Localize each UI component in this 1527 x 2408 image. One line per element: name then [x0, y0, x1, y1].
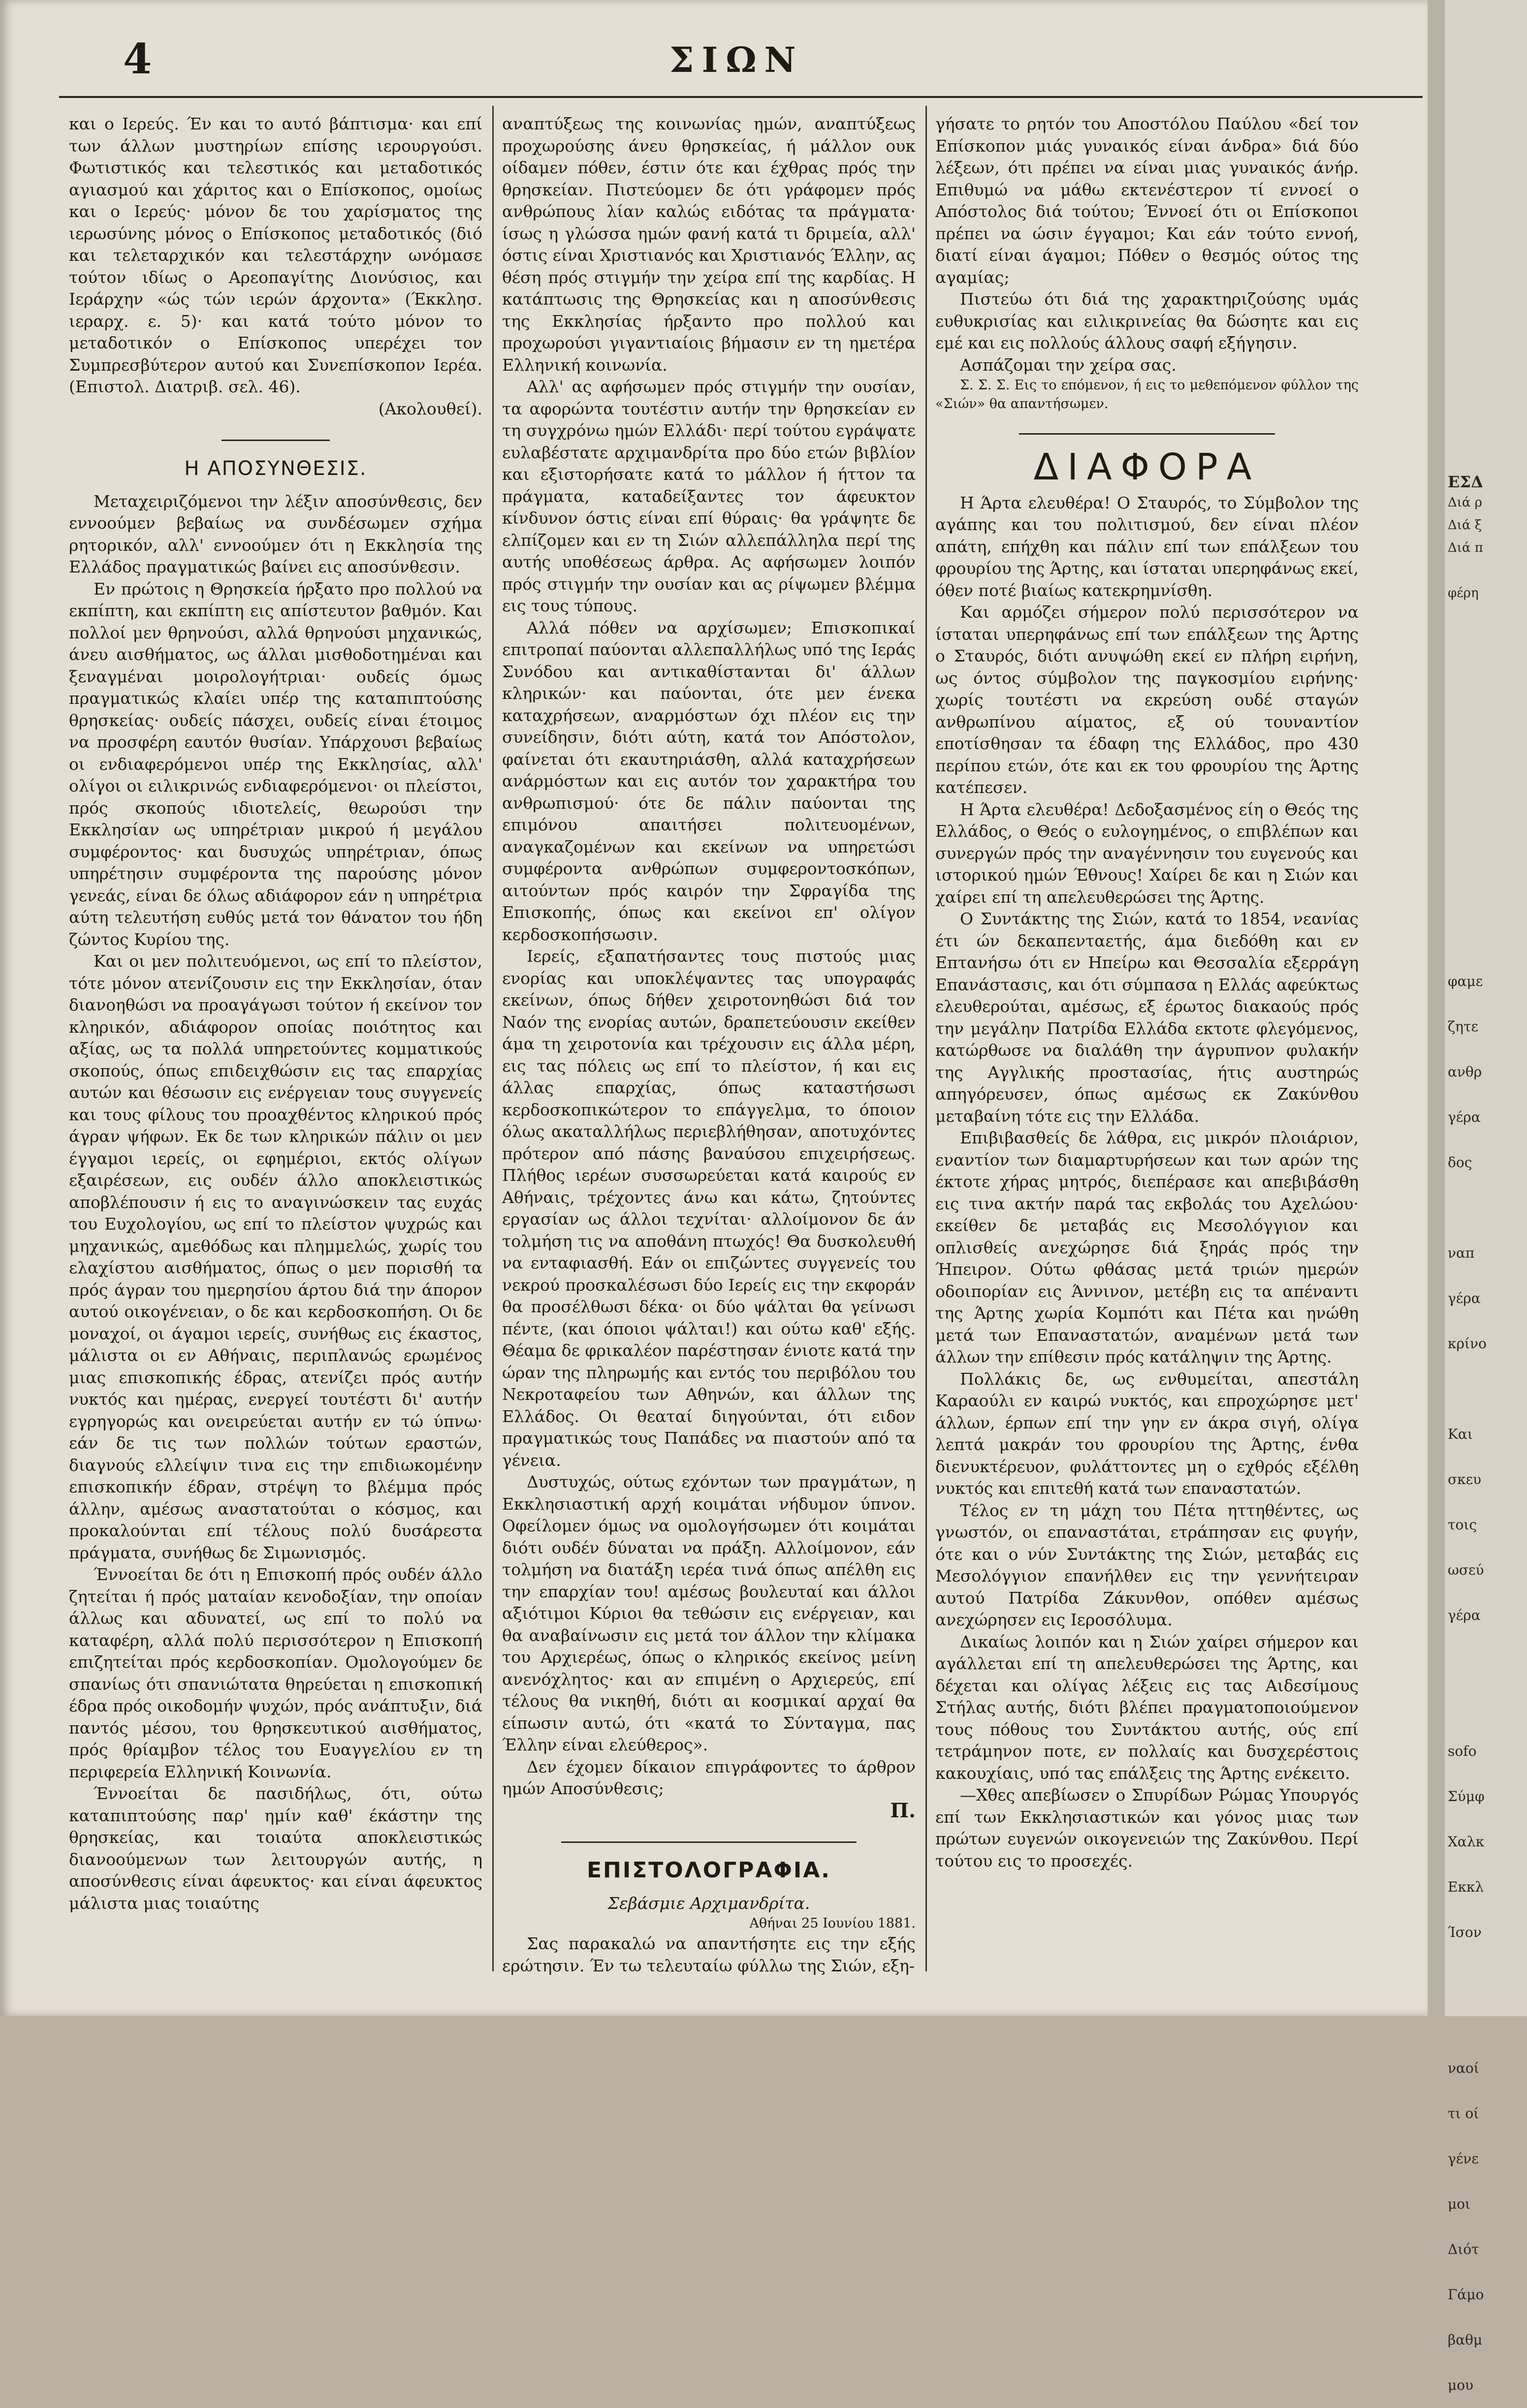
article-text: Πιστεύω ότι διά της χαρακτηριζούσης υμάς ευθυκρισίας και ειλικρινείας θα δώσητε και εις εμέ και εις πολλούς άλλους σαφή εξήγησιν.: [935, 289, 1359, 352]
adjacent-fragment: Χαλκ: [1448, 1834, 1485, 1850]
dateline: Αθήναι 25 Ιουνίου 1881.: [749, 1916, 916, 1931]
article-text: Τέλος εν τη μάχη του Πέτα ηττηθέντες, ως γνωστόν, οι επαναστάται, ετράπησαν εις φυγήν, ότε και ο νύν Συντάκτης της Σιών, μεταβάς εις Μεσολόγγιον επανήλθεν εις την γεννήτειραν αυτού Πατρίδα Ζάκυνθον, οπόθεν αμέσως ανεχώρησεν εις Ιεροσόλυμα.: [935, 1500, 1359, 1629]
author-signature: Π.: [890, 1799, 916, 1822]
adjacent-small-lines: [1448, 491, 1527, 604]
adjacent-fragment: φέρη: [1448, 586, 1479, 601]
article-text: Έννοείται δε ότι η Επισκοπή πρός ουδέν άλλο ζητείται ή πρός ματαίαν κενοδοξίαν, την οποίαν άλλως και αδυνατεί, ως επί το πολύ να καταφέρη, αλλά πολύ περισσότερον η Επισκοπή επιζητείται πρός κερδοσκοπίαν. Ομολογούμεν δε σπανίως ότι σπανιώτατα θηρεύεται η επισκοπική έδρα πρός οικοδομήν ψυχών, πρός ανάπτυξιν, διά παντός μέσου, του θρησκευτικού αισθήματος, πρός θρίαμβον τέλος του Ευαγγελίου εν τη περιφερεία Ελληνική Κοινωνία.: [69, 1565, 482, 1781]
adjacent-fragment: Και: [1448, 1426, 1473, 1442]
adjacent-fragment: σκευ: [1448, 1471, 1482, 1488]
adjacent-fragment: κρίνο: [1448, 1335, 1487, 1352]
article-text: Αλλ' ας αφήσωμεν πρός στιγμήν την ουσίαν, τα αφορώντα τουτέστιν αυτήν την θρησκείαν εν τη συγχρόνω ημών Ελλάδι· περί τούτου εγράψατε ευλαβέστατε αρχιμανδρίτα προ δύο ετών βιβλίον και εξιστορήσατε κατά το μάλλον ή ήττον τα πράγματα, καταδείξαντες τον άφευκτον κίνδυνον όστις είναι επί θύραις· θα γράψητε δε ελπίζομεν και εν τη Σιών αλλεπάλληλα περί της αυτής υποθέσεως άρθρα. Ας αφήσωμεν λοιπόν πρός στιγμήν την ουσίαν και ας ρίψωμεν βλέμμα εις τους τύπους.: [502, 377, 916, 615]
adjacent-fragment: Σύμφ: [1448, 1788, 1485, 1805]
adjacent-page-edge: [1445, 0, 1527, 2393]
header-rule: [59, 96, 1423, 98]
adjacent-fragment: γένε: [1448, 2151, 1479, 2167]
article-text: Δικαίως λοιπόν και η Σιών χαίρει σήμερον και αγάλλεται επί τη απελευθερώσει της Άρτης, και δέχεται και ολίγας λέξεις εις τας Αιδεσίμους Στήλας αυτής, διότι βλέπει πραγματοποιούμενον τους πόθους του Συντάκτου αυτής, ούς επί τετράμηνον ποτε, εν πολλαίς και δυσχερέστοις κακουχίαις, υπό τας επάλξεις της Άρτης ενέκειτο.: [935, 1632, 1359, 1783]
article-text: Αλλά πόθεν να αρχίσωμεν; Επισκοπικαί επιτροπαί παύονται αλλεπαλλήλως υπό της Ιεράς Συνόδου και αντικαθίστανται δι' άλλων κληρικών· και παύονται, ότε μεν ένεκα καταχρήσεων, αναρμόστων όχι πλέον εις την συνείδησιν, διότι αύτη, κατά τον Απόστολον, φαίνεται ότι εκαυτηριάσθη, αλλά καταχρήσεων ανάρμόστων και εις αυτόν τον χαρακτήρα του ανθρωπισμού· ότε δε πάλιν παύονται της επιμόνου απαιτήσει πολιτευομένων, αναγκαζομένων και εκείνων να υπηρετώσι συμφέροντα ανθρώπων συμφεροντοσκόπων, αιτούντων πρός καιρόν την Σφραγίδα της Επισκοπής, όπως και εκείνοι επ' ολίγον κερδοσκοπήσωσιν.: [502, 618, 916, 944]
newspaper-title: ΣΙΩΝ: [669, 39, 804, 80]
adjacent-fragment: Ίσον: [1448, 1924, 1482, 1940]
adjacent-fragment: δος: [1448, 1154, 1472, 1171]
section-divider: [1019, 433, 1275, 435]
adjacent-fragment: φαμε: [1448, 973, 1483, 989]
adjacent-fragment: μου: [1448, 2377, 1474, 2393]
page-number: 4: [123, 34, 152, 83]
article-text: Και αρμόζει σήμερον πολύ περισσότερον να ίσταται υπερηφάνως επί των επάλξεων της Άρτης ο Σταυρός, διότι ανυψώθη εκεί εν πλήρη ειρήνη, ως όντος σύμβολον της παγκοσμίου ειρήνης· χωρίς τουτέστι να εκρεύση ουδέ σταγών ανθρωπίνου αίματος, εξ ού τουναντίον εποτίσθησαν τα έδαφη της Ελλάδος, προ 430 περίπου ετών, ότε και εκ του φρουρίου της Άρτης κατέπεσεν.: [935, 602, 1359, 797]
adjacent-fragment: Διότ: [1448, 2241, 1479, 2257]
adjacent-heading: ΕΣΔ: [1448, 473, 1483, 491]
adjacent-fragment: [1448, 1683, 1527, 1729]
article-text: αναπτύξεως της κοινωνίας ημών, αναπτύξεως προχωρούσης άνευ θρησκείας, ή μάλλον ουκ οίδαμεν πόθεν, έστιν ότε και έχθρας πρός την θρησκείαν. Πιστεύομεν δε ότι γράφομεν πρός ανθρώπους λίαν καλώς ειδότας τα πράγματα· ίσως η γλώσσα ημών φανή κατά τι δριμεία, αλλ' όστις είναι Χριστιανός και Χριστιανός Έλλην, ας θέση πρός στιγμήν την χείρα επί της καρδίας. Η κατάπτωσις της Θρησκείας και η αποσύνθεσις της Εκκλησίας ήρξαντο προ πολλού και προχωρούσι γιγαντιαίοις βήμασιν εν τη ημετέρα Ελληνική κοινωνία.: [502, 114, 916, 375]
article-text: Σας παρακαλώ να απαντήσητε εις την εξής ερώτησιν. Έν τω τελευταίω φύλλω της Σιών, εξη-: [502, 1934, 916, 1975]
adjacent-fragment: γέρα: [1448, 1607, 1481, 1623]
adjacent-fragment: βαθμ: [1448, 2332, 1483, 2348]
adjacent-fragment: Εκκλ: [1448, 1879, 1484, 1895]
closing-line: Ασπάζομαι την χείρα σας.: [960, 355, 1177, 375]
adjacent-fragment: Γάμο: [1448, 2286, 1484, 2303]
adjacent-fragment: [1448, 1638, 1527, 1683]
article-text: Επιβιβασθείς δε λάθρα, εις μικρόν πλοιάριον, εναντίον των διαμαρτυρήσεων και των αρών της έκτοτε χήρας μητρός, διεπέρασε και απεβιβάσθη εις τινα ακτήν παρά τας εκβολάς του Αχελώου· εκείθεν δε μεταβάς εις Μεσολόγγιον και οπλισθείς ανεχώρησε διά ξηράς πρός την Ήπειρον. Ούτω φθάσας μετά τριών ημερών οδοιπορίαν εις Άννινον, μετέβη εις τα απέναντι της Άρτης χωρία Κομπότι και Πέτα και ηνώθη μετά των Επαναστατών, αναμένων μετά των άλλων την επίθεσιν πρός κατάληψιν της Άρτης.: [935, 1128, 1359, 1366]
adjacent-fragment: γέρα: [1448, 1109, 1481, 1125]
adjacent-fragment: sofo: [1448, 1743, 1477, 1759]
adjacent-fragment: Διά π: [1448, 540, 1483, 555]
adjacent-fragment: [1448, 559, 1527, 582]
article-text: Πολλάκις δε, ως ενθυμείται, απεστάλη Καραούλι εν καιρώ νυκτός, και επροχώρησε μετ' άλλων, έρπων επί την γην εν άκρα σιγή, ολίγα λεπτά μακράν του φρουρίου της Άρτης, ένθα διενυκτέρευον, φυλάττοντες μη ο εχθρός εξέλθη νυκτός και επιτεθή κατά των επαναστατών.: [935, 1369, 1359, 1498]
adjacent-fragment: ανθρ: [1448, 1064, 1482, 1080]
adjacent-fragment: ναπ: [1448, 1245, 1475, 1261]
adjacent-fragment: γέρα: [1448, 1290, 1481, 1306]
salutation: Σεβάσμιε Αρχιμανδρίτα.: [607, 1893, 810, 1913]
editor-note: Σ. Σ. Σ. Εις το επόμενον, ή εις το μεθεπόμενον φύλλον της «Σιών» θα απαντήσωμεν.: [935, 378, 1359, 412]
article-text: Έννοείται δε πασιδήλως, ότι, ούτω καταπιπτούσης παρ' ημίν καθ' έκάστην της θρησκείας, και τοιαύτα αποκλειστικώς διανοούμενων των λειτουργών αυτής, η αποσύνθεσις είναι άφευκτος· και είναι άφευκτος μάλιστα μιας τοιαύτης: [69, 1784, 482, 1913]
article-text: —Χθες απεβίωσεν ο Σπυρίδων Ρώμας Υπουργός επί των Εκκλησιαστικών και γόνος μιας των πρώτων ευγενών οικογενειών της Ζακύνθου. Περί τούτου εις το προσεχές.: [935, 1785, 1359, 1870]
article-text: Η Άρτα ελευθέρα! Δεδοξασμένος είη ο Θεός της Ελλάδος, ο Θεός ο ευλογημένος, ο επιβλέπων και συνεργών πρός την αναγέννησιν του ευγενούς και ιστορικού ημών Έθνους! Χαίρει δε και η Σιών και χαίρει επί τη απελευθερώσει της Άρτης.: [935, 799, 1359, 907]
adjacent-fragment: ναοί: [1448, 2060, 1479, 2076]
article-text: Ιερείς, εξαπατήσαντες τους πιστούς μιας ενορίας και υποκλέψαντες τας υπογραφάς εκείνων, όπως δήθεν χειροτονηθώσι διά τον Ναόν της ενορίας αυτών, δραπετεύουσιν εκείθεν άμα τη χειροτονία και τρέχουσιν εις άλλα μέρη, εις τας πόλεις ως επί το πλείστον, ή και εις άλλας επαρχίας, όπως καταστήσωσι κερδοσκοπικώτερον το επάγγελμα, το όποιον όλως ακαταλλήλως περιεβλήθησαν, αποτυχόντες πρότερον από πάσης βαναύσου επιχειρήσεως. Πλήθος ιερέων συσσωρεύεται κατά καιρούς εν Αθήναις, τρέχοντες άνω και κάτω, ζητούντες εργασίαν ως άλλοι τεχνίται· αλλοίμονον δε άν τολμήση τις να αποθάνη πτωχός! Θα δυσκολευθή να ενταφιασθή. Εάν οι επιζώντες συγγενείς του νεκρού προσκαλέσωσι δύο Ιερείς εις την εκφοράν θα προσέλθωσι δέκα· οι δύο ψάλται θα γείνωσι πέντε, (και όποιοι ψάλται!) και ούτω καθ' εξής. Θέαμα δε φρικαλέον παρέστησαν ένιοτε κατά την ώραν της πληρωμής και εντός του περιβόλου του Νεκροταφείου των Αθηνών, και άλλων της Ελλάδος. Οι θεαταί διηγούνται, ότι ειδον πραγματικώς τους Παπάδες να πιαστούν από τα γένεια.: [502, 947, 916, 1470]
article-text: Δυστυχώς, ούτως εχόντων των πραγμάτων, η Εκκλησιαστική αρχή κοιμάται νήδυμον ύπνον. Οφείλομεν όμως να ομολογήσωμεν ότι κοιμάται διότι ουδέν δύναται να πράξη. Αλλοίμονον, εάν τολμήση να διατάξη ιερέα τινά όπως απέλθη εις την επαρχίαν του! αμέσως βουλευταί και άλλοι αξιότιμοι Κύριοι θα τεθώσιν εις ενέργειαν, και θα αναβαίνωσιν εις μετά τον άλλον την κλίμακα του Αρχιερέως, όπως ο κληρικός εκείνος μείνη ανενόχλητος· και αν επιμένη ο Αρχιερεύς, επί τέλους θα νικηθή, διότι αι κοσμικαί αρχαί θα είπωσιν αυτώ, ότι «κατά το Σύνταγμα, πας Έλλην είναι ελεύθερος».: [502, 1472, 916, 1754]
adjacent-fragment: [1448, 2000, 1527, 2046]
adjacent-fragment: τι οί: [1448, 2105, 1479, 2122]
section-title: ΕΠΙΣΤΟΛΟΓΡΑΦΙΑ.: [586, 1858, 831, 1883]
adjacent-fragment: μοι: [1448, 2196, 1471, 2212]
article-text: και ο Ιερεύς. Έν και το αυτό βάπτισμα· και επί των άλλων μυστηρίων επίσης ιερουργούσι. Φωτιστικός και τελεστικός και μεταδοτικός αγιασμού και χάριτος και ο Επίσκοπος, ομοίως και ο Ιερεύς· μόνον δε του χαρίσματος της ιερωσύνης μόνος ο Επίσκοπος μεταδοτικός (διό και τελεταρχικόν και τελεστάρχην ωνόμασε τούτον ιδίως ο Αρεοπαγίτης Διονύσιος, και Ιεράρχην «ώς τών ιερών άρχοντα» (Έκκλησ. ιεραρχ. ε. 5)· και κατά τούτο μόνον το μεταδοτικόν ο Επίσκοπος υπερέχει τον Συμπρεσβύτερον αυτού και Συνεπίσκοπον Ιερέα. (Επιστολ. Διατριβ. σελ. 46).: [69, 114, 482, 396]
adjacent-fragment: Διά ξ: [1448, 518, 1482, 533]
adjacent-fragment: [1448, 1185, 1527, 1231]
article-text: Μεταχειριζόμενοι την λέξιν αποσύνθεσις, δεν εννοούμεν βεβαίως να συνδέσωμεν σχήμα ρητορικόν, αλλ' εννοούμεν ότι η Εκκλησία της Ελλάδος πραγματικώς βαίνει εις αποσύνθεσιν.: [69, 491, 482, 576]
column-3: [935, 113, 1359, 1872]
article-text: Και οι μεν πολιτευόμενοι, ως επί το πλείστον, τότε μόνον ατενίζουσιν εις την Εκκλησίαν, όταν διανοηθώσι να προαγάγωσι τούτον ή εκείνον τον κληρικόν, αδιάφορον οποίας ποιότητος και αξίας, ως τα πολλά υπηρετούντες κομματικούς σκοπούς, όπως επιδειχθώσιν εις τας επαρχίας αυτών και θέσωσιν εις ενέργειαν τους συγγενείς και τους φίλους του προαχθέντος κληρικού πρός άγραν ψήφων. Εκ δε των κληρικών πάλιν οι μεν έγγαμοι ιερείς, οι εφημέριοι, εκτός ολίγων εξαιρέσεων, εις ουδέν άλλο αποκλειστικώς αποβλέπουσιν ή εις το αναγινώσκειν τας ευχάς του Ευχολογίου, ως επί το πλείστον ψυχρώς και μηχανικώς, αμεθόδως και πλημμελώς, χωρίς του ελαχίστου αισθήματος, όπως ο μεν πορισθή τα πρός άγραν του ημερησίου άρτου διά την άπορον αυτού οικογένειαν, ο δε και κερδοσκοπήση. Οι δε μοναχοί, οι άγαμοι ιερείς, συνήθως εις έκαστος, μάλιστα οι εν Αθήναις, περιπλανώς ερωμένος μιας επισκοπικής έδρας, ατενίζει πρός αυτήν νυκτός και ημέρας, ενεργεί τουτέστι δι' αυτήν εγρηγορώς και ονειρεύεται αυτήν εν τώ ύπνω· εάν δε τις των πολλών τούτων εραστών, διαγνούς ελλείψιν τινα εις την επιδιωκομένην επισκοπικήν έδραν, στρέψη το βλέμμα πρός άλλην, αμέσως αναστατούται ο κόσμος, και προκαλούνται επί τέλους πολύ δυσάρεστα πράγματα, συνήθως δε Σιμωνισμός.: [69, 951, 482, 1562]
column-divider: [925, 106, 927, 1971]
column-divider: [492, 106, 494, 1971]
adjacent-fragment: Διά ρ: [1448, 495, 1483, 510]
adjacent-fragment: [1448, 1955, 1527, 2000]
section-title: ΔΙΑΦΟΡΑ: [1033, 446, 1261, 488]
article-text: Εν πρώτοις η Θρησκεία ήρξατο προ πολλού να εκπίπτη, και εκπίπτη εις απίστευτον βαθμόν. Και πολλοί μεν θρηνούσι, αλλά θρηνούσι μηχανικώς, άνευ αισθήματος, ως άλλαι μισθοδοτημέναι και ξεναγμέναι μοιρολογήτριαι· ουδείς όμως πραγματικώς κλαίει υπέρ της καταπιπτούσης θρησκείας· ουδείς πάσχει, ουδείς είναι έτοιμος να προσφέρη εαυτόν θυσίαν. Υπάρχουσι βεβαίως οι ενδιαφερόμενοι υπέρ της Εκκλησίας, αλλ' ολίγοι οι ειλικρινώς ενδιαφερόμενοι· οι πλείστοι, πρός σκοπούς ιδιοτελείς, θεωρούσι την Εκκλησίαν ως υπηρέτριαν μικρού ή μεγάλου συμφέροντος· και δυσυχώς υπηρέτριαν, όπως υπηρέτησιν συμφέροντα της παρούσης μόνον γενεάς, είναι δε όλως αδιάφορον εάν η υπηρέτρια αύτη τελευτήση ευθύς μετά τον θάνατον του ήδη ζώντος Κυρίου της.: [69, 579, 482, 949]
column-2: [502, 113, 916, 1977]
section-divider: [222, 440, 330, 441]
adjacent-fragment: [1448, 1366, 1527, 1412]
adjacent-fragment: τοις: [1448, 1517, 1477, 1533]
adjacent-fragment: ζητε: [1448, 1018, 1478, 1035]
adjacent-text-fragments: [1448, 959, 1527, 2408]
section-title: Η ΑΠΟΣΥΝΘΕΣΙΣ.: [184, 457, 367, 480]
article-text: Ο Συντάκτης της Σιών, κατά το 1854, νεανίας έτι ών δεκαπενταετής, άμα διεδόθη και εν Επτανήσω ότι εν Ηπείρω και Θεσσαλία εξερράγη Επανάστασις, και ότι σύμπασα η Ελλάς αφεύκτως ελευθερούται, αμέσως, εξ έρωτος διακαούς πρός την μεγάλην Πατρίδα Ελλάδα εκτοτε φλεγόμενος, κατώρθωσε να διαλάθη την άγρυπνον φυλακήν της Αγγλικής προστασίας, ήτις αυστηρώς απηγόρευσεν, όπως αμέσως εκ Ζακύνθου μεταβαίνη τότε εις την Ελλάδα.: [935, 909, 1359, 1126]
article-text: Δεν έχομεν δίκαιον επιγράφοντες το άρθρον ημών Αποσύνθεσις;: [502, 1757, 916, 1798]
section-divider: [561, 1841, 857, 1843]
column-1: [69, 113, 482, 1914]
continued-note: (Ακολουθεί).: [378, 399, 482, 418]
adjacent-fragment: ωσεύ: [1448, 1562, 1484, 1578]
article-text: Η Άρτα ελευθέρα! Ο Σταυρός, το Σύμβολον της αγάπης και του πολιτισμού, δεν είναι πλέον απάτη, επήχθη και πάλιν επί των επάλξεων του φρουρίου της Άρτης, και ίσταται υπερηφάνως εκεί, όθεν ποτέ βιαίως κατεκρημνίσθη.: [935, 493, 1359, 600]
article-text: γήσατε το ρητόν του Αποστόλου Παύλου «δεί τον Επίσκοπον μιάς γυναικός είναι άνδρα» διά δύο λέξεων, ότι πρέπει να είναι μιας γυναικός άνήρ. Επιθυμώ να μάθω εκτενέστερον τί εννοεί ο Απόστολος διά τούτου; Έννοεί ότι οι Επίσκοποι πρέπει να ώσιν έγγαμοι; Και εάν τούτο εννοή, διατί είναι άγαμοι; Πόθεν ο θεσμός ούτος της αγαμίας;: [935, 114, 1359, 287]
